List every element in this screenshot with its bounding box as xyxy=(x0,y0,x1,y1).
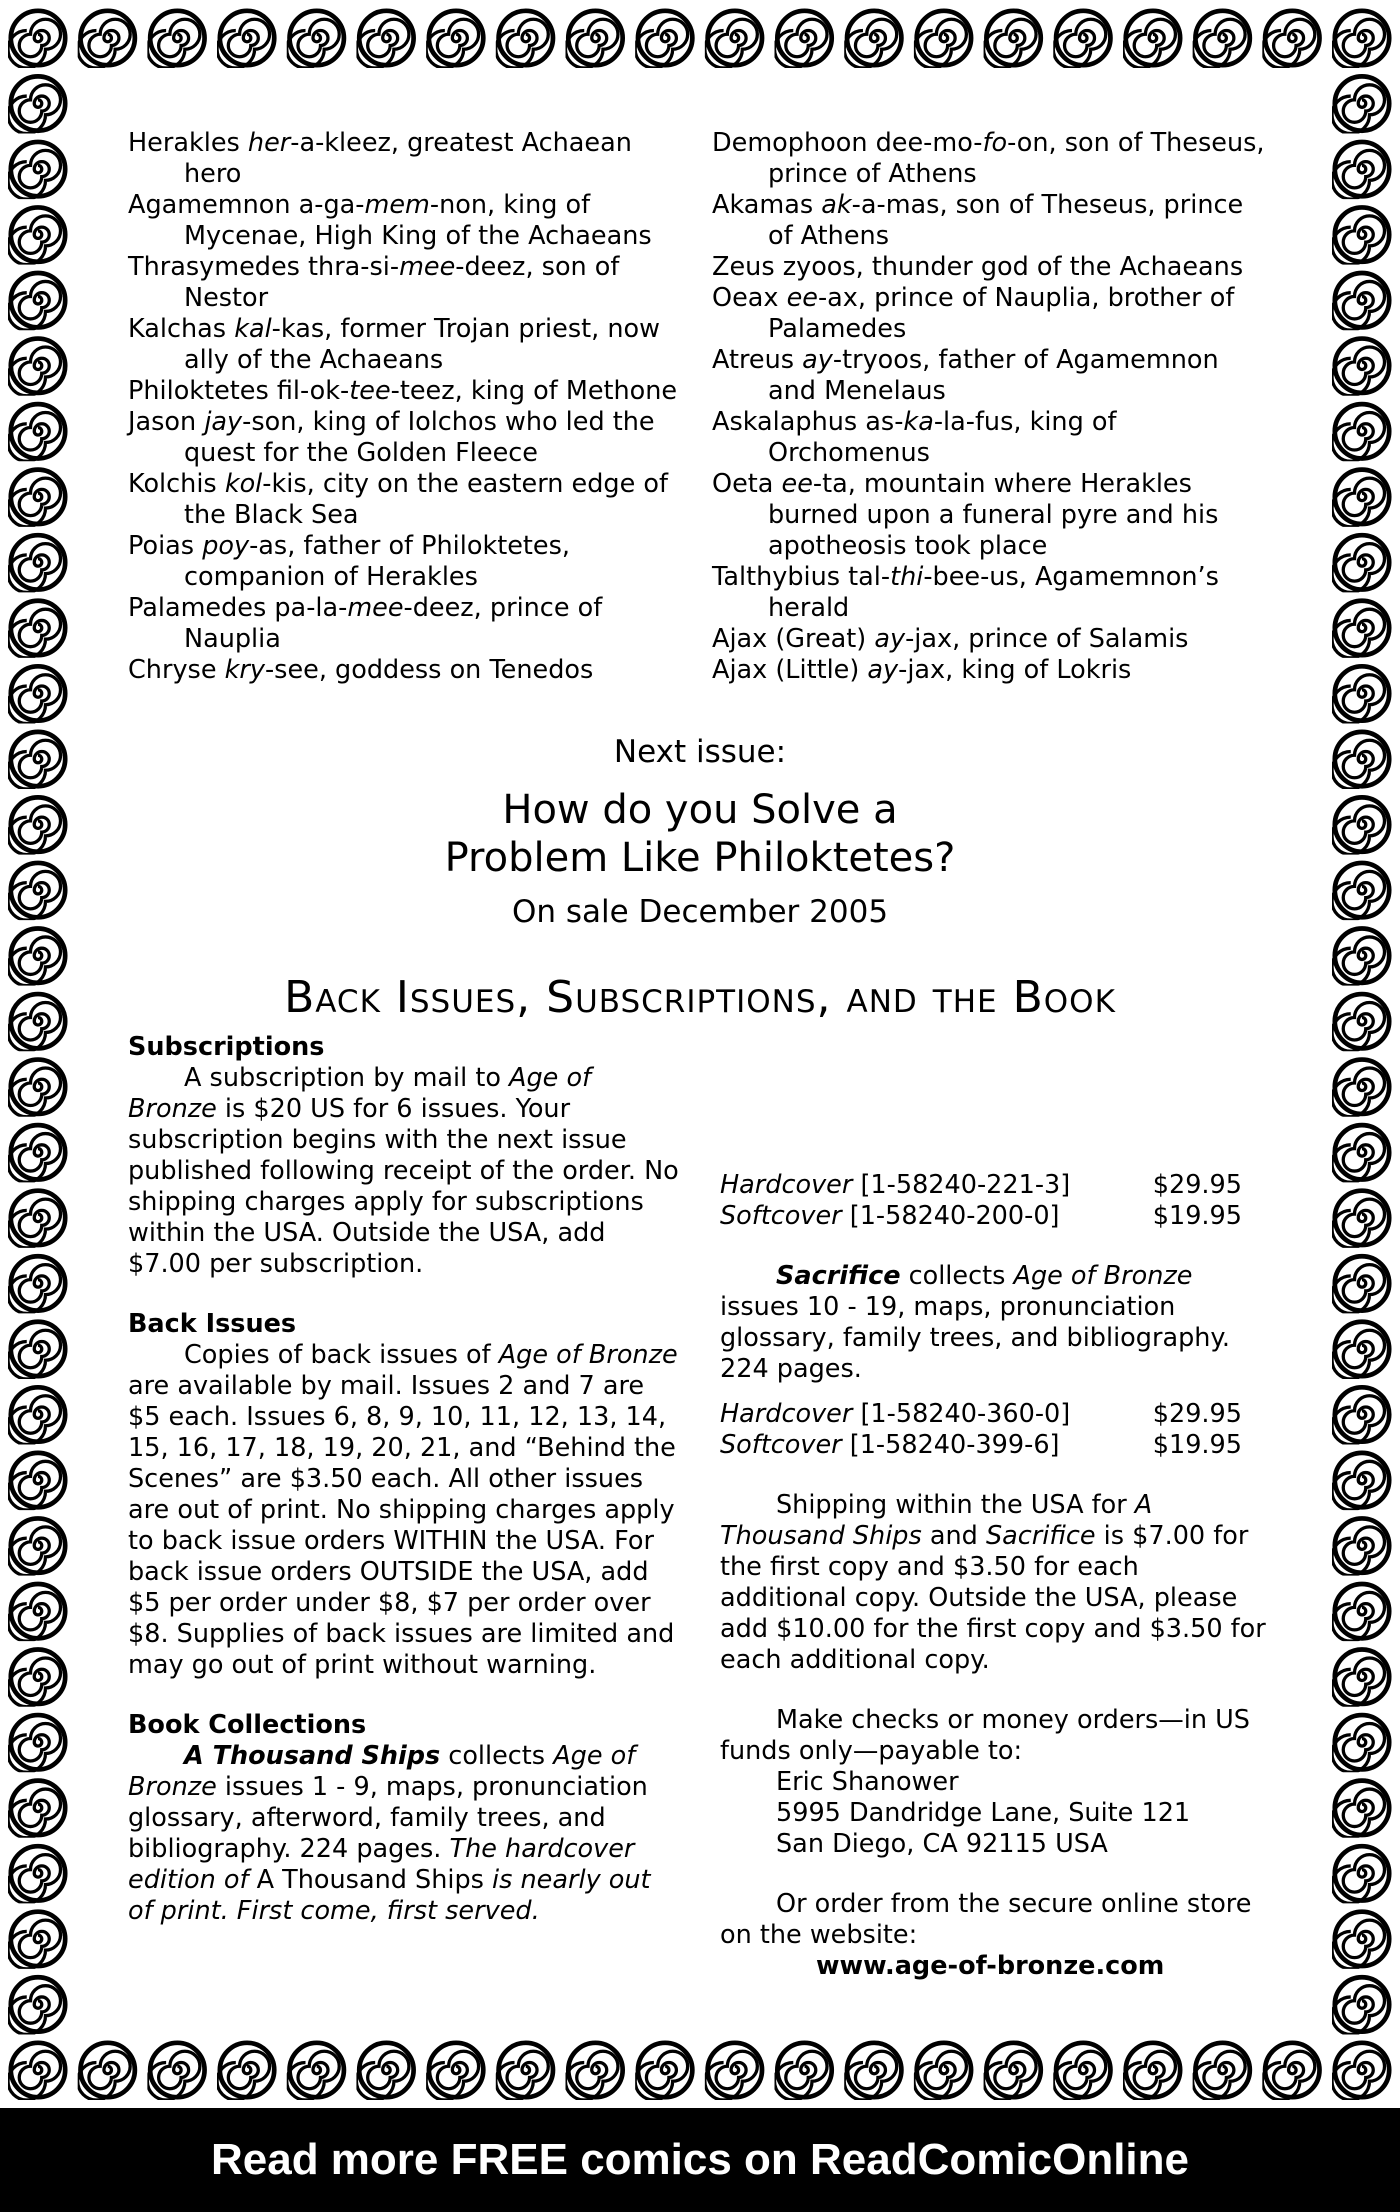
price-row xyxy=(720,1399,1272,1430)
pronunciation-text: -tryoos, father of Agamemnon and Menelaus xyxy=(768,345,1219,406)
glossary-entry xyxy=(128,314,688,376)
text-run-bold-italic: A Thousand Ships xyxy=(184,1741,441,1771)
spiral-ornament xyxy=(1332,339,1389,396)
pronunciation-text: tal- xyxy=(848,562,891,592)
glossary-term: Ajax (Great) xyxy=(712,624,867,654)
pronunciation-text: thra-si- xyxy=(308,252,400,282)
spiral-ornament xyxy=(635,11,692,68)
pronunciation-stress: fo xyxy=(982,128,1008,158)
pronunciation-stress: poy xyxy=(202,531,250,561)
spiral-ornament xyxy=(1332,1060,1389,1117)
next-issue-title-line-1: How do you Solve a xyxy=(502,787,898,833)
spiral-ornament xyxy=(1123,11,1180,68)
spiral-ornament xyxy=(1332,1715,1389,1772)
glossary-entry xyxy=(712,252,1272,283)
next-issue-label: Next issue: xyxy=(613,734,787,770)
spiral-ornament xyxy=(1332,207,1389,264)
text-run: issues 10 - 19, maps, pronunciation glossary, family trees, and bibliography. 224 pages. xyxy=(720,1292,1230,1384)
pronunciation-stress: ay xyxy=(802,345,833,375)
text-run-italic: Age of Bronze xyxy=(128,1063,592,1124)
glossary-entry xyxy=(128,128,688,190)
spiral-ornament xyxy=(8,207,65,264)
spiral-ornament xyxy=(147,2043,204,2100)
price-isbn: [1-58240-399-6] xyxy=(841,1430,1060,1460)
spiral-ornament xyxy=(914,2043,971,2100)
glossary-term: Oeta xyxy=(712,469,774,499)
pronunciation-text: -teez, king of Methone xyxy=(390,376,678,406)
spiral-ornament xyxy=(8,1060,65,1117)
spiral-ornament xyxy=(1332,76,1389,133)
spiral-ornament xyxy=(8,994,65,1051)
spiral-ornament xyxy=(635,2043,692,2100)
spiral-ornament xyxy=(78,2043,135,2100)
back-issues-right-column xyxy=(720,1032,1272,1982)
price-format: Softcover xyxy=(720,1201,842,1231)
spiral-ornament xyxy=(8,1191,65,1248)
glossary-term: Thrasymedes xyxy=(128,252,300,282)
pronunciation-stress: ay xyxy=(874,624,906,654)
text-run-italic: is nearly out of print. First come, first served. xyxy=(128,1865,651,1926)
spiral-ornament xyxy=(8,666,65,723)
glossary-entry xyxy=(712,128,1272,190)
spiral-ornament xyxy=(1332,1781,1389,1838)
pronunciation-stress: jay xyxy=(204,407,243,437)
back-issues-left-column xyxy=(128,1032,680,1982)
glossary-entry xyxy=(712,407,1272,469)
spiral-ornament xyxy=(356,2043,413,2100)
glossary-term: Akamas xyxy=(712,190,814,220)
glossary-term: Jason xyxy=(128,407,197,437)
spiral-ornament xyxy=(984,11,1041,68)
price-item xyxy=(720,1399,1070,1430)
spiral-ornament xyxy=(1332,1125,1389,1182)
text-run-italic: A Thousand Ships xyxy=(720,1490,1153,1551)
glossary-term: Oeax xyxy=(712,283,779,313)
pronunciation-text: -on, son of Theseus, prince of Athens xyxy=(768,128,1265,189)
glossary-term: Kolchis xyxy=(128,469,217,499)
spiral-ornament xyxy=(1332,1977,1389,2034)
spiral-ornament xyxy=(426,2043,483,2100)
glossary-entry xyxy=(128,531,688,593)
text-run-italic: Age of Bronze xyxy=(1013,1261,1193,1291)
spiral-ornament xyxy=(147,11,204,68)
spiral-ornament xyxy=(1332,1256,1389,1313)
price-isbn: [1-58240-200-0] xyxy=(841,1201,1060,1231)
glossary-term: Atreus xyxy=(712,345,795,375)
spiral-ornament xyxy=(8,339,65,396)
back-issues-subheading: Back Issues xyxy=(128,1309,297,1339)
pronunciation-stress: ee xyxy=(786,283,818,313)
spiral-ornament xyxy=(8,1125,65,1182)
subscriptions-heading: Subscriptions xyxy=(128,1032,325,1062)
spiral-ornament xyxy=(8,404,65,461)
pronunciation-text: -ax, prince of Nauplia, brother of Palamedes xyxy=(768,283,1235,344)
pronunciation-stress: kol xyxy=(224,469,263,499)
text-run: are available by mail. Issues 2 and 7 are $5 each. Issues 6, 8, 9, 10, 11, 12, 13, 14, 15, 16, 17, 18, 19, 20, 21, and “Behind the Scenes” are $3.50 each. All other issues are out of print. No shipping charges apply to back issue orders WITHIN the USA. For back issue orders OUTSIDE the USA, add $5 per order under $8, $7 per order over $8. Supplies of back issues are limited and may go out of print without warning. xyxy=(128,1371,676,1680)
pronunciation-text: -la-fus, king of Orchomenus xyxy=(768,407,1117,468)
price-format: Hardcover xyxy=(720,1170,853,1200)
shipping-text xyxy=(720,1490,1272,1676)
spiral-ornament xyxy=(8,1453,65,1510)
text-run: is $20 US for 6 issues. Your subscription begins with the next issue published following receipt of the order. No shipping charges apply for subscriptions within the USA. Outside the USA, add $7.00 per subscription. xyxy=(128,1094,679,1279)
spiral-ornament xyxy=(1332,1518,1389,1575)
pronunciation-text: -as, father of Philoktetes, companion of Herakles xyxy=(184,531,570,592)
price-isbn: [1-58240-360-0] xyxy=(852,1399,1071,1429)
glossary-entry xyxy=(712,562,1272,624)
text-run: collects xyxy=(900,1261,1014,1291)
text-run-bold-italic: Sacrifice xyxy=(776,1261,901,1291)
price-isbn: [1-58240-221-3] xyxy=(852,1170,1071,1200)
text-run: A Thousand Ships xyxy=(256,1865,484,1895)
pronunciation-text: -bee-us, Agamemnon’s herald xyxy=(768,562,1219,623)
spiral-ornament xyxy=(426,11,483,68)
spiral-ornament xyxy=(8,1650,65,1707)
glossary-term: Agamemnon xyxy=(128,190,291,220)
spiral-ornament xyxy=(8,1781,65,1838)
spiral-ornament xyxy=(565,11,622,68)
pronunciation-text: dee-mo- xyxy=(875,128,983,158)
spiral-ornament xyxy=(356,11,413,68)
address-name: Eric Shanower xyxy=(776,1767,959,1797)
payment-text: Make checks or money orders—in US funds only—payable to: xyxy=(720,1705,1250,1766)
spiral-ornament xyxy=(844,11,901,68)
spiral-ornament xyxy=(914,11,971,68)
spiral-ornament xyxy=(8,1322,65,1379)
on-sale-date: On sale December 2005 xyxy=(511,894,889,930)
address-street: 5995 Dandridge Lane, Suite 121 xyxy=(776,1798,1191,1828)
spiral-ornament xyxy=(496,2043,553,2100)
glossary-entry xyxy=(128,407,688,469)
spiral-ornament xyxy=(1332,863,1389,920)
page-content xyxy=(128,128,1272,1981)
pronunciation-stress: mee xyxy=(347,593,404,623)
text-run: and xyxy=(921,1521,986,1551)
spiral-ornament xyxy=(8,142,65,199)
glossary-term: Poias xyxy=(128,531,195,561)
pronunciation-stress: kal xyxy=(234,314,272,344)
next-issue-title-line-2: Problem Like Philoktetes? xyxy=(444,835,956,881)
spiral-ornament xyxy=(775,2043,832,2100)
spiral-ornament xyxy=(844,2043,901,2100)
spiral-ornament xyxy=(8,2043,65,2100)
text-run: collects xyxy=(440,1741,554,1771)
price-item xyxy=(720,1430,1060,1461)
spiral-ornament xyxy=(8,1387,65,1444)
pronunciation-text: -deez, prince of Nauplia xyxy=(184,593,603,654)
glossary-left-column xyxy=(128,128,688,686)
glossary-term: Zeus xyxy=(712,252,775,282)
pronunciation-stress: ay xyxy=(867,655,899,685)
glossary-entry xyxy=(128,252,688,314)
spiral-ornament xyxy=(1332,601,1389,658)
spiral-ornament xyxy=(1332,1584,1389,1641)
glossary-entry xyxy=(712,190,1272,252)
pronunciation-stress: ak xyxy=(821,190,852,220)
subscriptions-text xyxy=(128,1063,680,1280)
spiral-ornament xyxy=(1332,1322,1389,1379)
pronunciation-stress: kry xyxy=(224,655,265,685)
glossary-entry xyxy=(712,655,1272,686)
glossary-term: Demophoon xyxy=(712,128,868,158)
spiral-ornament xyxy=(1332,11,1389,68)
promo-footer[interactable]: Read more FREE comics on ReadComicOnline xyxy=(0,2108,1400,2212)
pronunciation-text: pa-la- xyxy=(274,593,348,623)
pronunciation-stress: thi xyxy=(890,562,924,592)
text-run-italic: Age of Bronze xyxy=(498,1340,678,1370)
glossary-entry xyxy=(712,345,1272,407)
glossary-term: Chryse xyxy=(128,655,217,685)
text-run: is $7.00 for the first copy and $3.50 for each additional copy. Outside the USA, please add $10.00 for the first copy and $3.50 for each additional copy. xyxy=(720,1521,1266,1675)
spiral-ornament xyxy=(1332,1912,1389,1969)
glossary-term: Askalaphus xyxy=(712,407,858,437)
spiral-ornament xyxy=(1332,1846,1389,1903)
spiral-ornament xyxy=(705,2043,762,2100)
spiral-ornament xyxy=(8,732,65,789)
spiral-ornament xyxy=(1053,2043,1110,2100)
spiral-ornament xyxy=(8,601,65,658)
pronunciation-text: -kas, former Trojan priest, now ally of the Achaeans xyxy=(184,314,660,375)
spiral-ornament xyxy=(1332,1387,1389,1444)
price-value: $19.95 xyxy=(1152,1430,1242,1460)
spiral-ornament xyxy=(217,11,274,68)
glossary-entry xyxy=(712,283,1272,345)
back-issues-body xyxy=(128,1032,1272,1982)
online-store-text: Or order from the secure online store on the website: xyxy=(720,1889,1252,1950)
pronunciation-text: -jax, king of Lokris xyxy=(898,655,1132,685)
pronunciation-text: -ta, mountain where Herakles burned upon a funeral pyre and his apotheosis took place xyxy=(768,469,1219,561)
glossary-term: Philoktetes xyxy=(128,376,269,406)
spiral-ornament xyxy=(1332,2043,1389,2100)
spiral-ornament xyxy=(705,11,762,68)
spiral-ornament xyxy=(1193,11,1250,68)
glossary-term: Ajax (Little) xyxy=(712,655,860,685)
spiral-ornament xyxy=(8,1846,65,1903)
glossary xyxy=(128,128,1272,686)
spiral-ornament xyxy=(1332,928,1389,985)
pronunciation-text: as- xyxy=(865,407,904,437)
price-value: $19.95 xyxy=(1152,1201,1242,1231)
spiral-ornament xyxy=(287,2043,344,2100)
spiral-ornament xyxy=(1332,1453,1389,1510)
pronunciation-text: -a-kleez, greatest Achaean hero xyxy=(184,128,632,189)
spiral-ornament xyxy=(1332,470,1389,527)
spiral-ornament xyxy=(8,1912,65,1969)
text-run: Shipping within the USA for xyxy=(776,1490,1135,1520)
spiral-ornament xyxy=(1123,2043,1180,2100)
price-item xyxy=(720,1201,1060,1232)
pronunciation-stress: ka xyxy=(903,407,934,437)
spiral-ornament xyxy=(287,11,344,68)
spiral-ornament xyxy=(8,273,65,330)
price-row xyxy=(720,1430,1272,1461)
price-format: Softcover xyxy=(720,1430,842,1460)
pronunciation-text: -deez, son of Nestor xyxy=(184,252,620,313)
glossary-entry xyxy=(712,469,1272,562)
glossary-term: Talthybius xyxy=(712,562,841,592)
back-issues-heading: Back Issues, Subscriptions, and the Book xyxy=(284,972,1116,1023)
glossary-entry xyxy=(128,469,688,531)
text-run: Copies of back issues of xyxy=(184,1340,499,1370)
spiral-ornament xyxy=(1262,2043,1319,2100)
spiral-ornament xyxy=(8,1518,65,1575)
glossary-term: Kalchas xyxy=(128,314,227,344)
pronunciation-stress: mee xyxy=(399,252,456,282)
text-run-italic: Age of Bronze xyxy=(128,1741,636,1802)
pronunciation-text: -jax, prince of Salamis xyxy=(905,624,1189,654)
spiral-ornament xyxy=(1332,994,1389,1051)
text-run: A subscription by mail to xyxy=(184,1063,510,1093)
price-row xyxy=(720,1201,1272,1232)
spiral-ornament xyxy=(78,11,135,68)
spiral-ornament xyxy=(8,11,65,68)
glossary-entry xyxy=(128,655,688,686)
next-issue-title xyxy=(128,786,1272,882)
thousand-ships-price-list xyxy=(720,1170,1272,1232)
next-issue xyxy=(128,732,1272,932)
glossary-entry xyxy=(128,593,688,655)
book-collections-heading: Book Collections xyxy=(128,1710,367,1740)
pronunciation-text: -a-mas, son of Theseus, prince of Athens xyxy=(768,190,1244,251)
back-issues-text xyxy=(128,1340,680,1681)
book-collections-text xyxy=(128,1741,680,1927)
spiral-ornament xyxy=(1193,2043,1250,2100)
spiral-ornament xyxy=(1332,732,1389,789)
pronunciation-text: -son, king of Iolchos who led the quest for the Golden Fleece xyxy=(184,407,655,468)
price-format: Hardcover xyxy=(720,1399,853,1429)
pronunciation-text: -non, king of Mycenae, High King of the Achaeans xyxy=(184,190,652,251)
glossary-entry xyxy=(712,624,1272,655)
spiral-ornament xyxy=(8,535,65,592)
pronunciation-text: fil-ok- xyxy=(276,376,350,406)
pronunciation-stress: ee xyxy=(781,469,813,499)
pronunciation-text: a-ga- xyxy=(298,190,365,220)
sacrifice-text xyxy=(720,1261,1272,1385)
text-run: issues 1 - 9, maps, pronunciation glossary, afterword, family trees, and bibliography. 224 pages. xyxy=(128,1772,648,1864)
spiral-ornament xyxy=(8,1584,65,1641)
spiral-ornament xyxy=(565,2043,622,2100)
spiral-ornament xyxy=(8,1715,65,1772)
price-value: $29.95 xyxy=(1152,1170,1242,1200)
pronunciation-text: -kis, city on the eastern edge of the Black Sea xyxy=(184,469,668,530)
spiral-ornament xyxy=(496,11,553,68)
pronunciation-stress: her xyxy=(247,128,291,158)
pronunciation-text: -see, goddess on Tenedos xyxy=(264,655,594,685)
pronunciation-stress: mem xyxy=(364,190,430,220)
text-run-italic: Sacrifice xyxy=(985,1521,1096,1551)
spiral-ornament xyxy=(1332,535,1389,592)
price-row xyxy=(720,1170,1272,1201)
spiral-ornament xyxy=(8,797,65,854)
spiral-ornament xyxy=(1262,11,1319,68)
glossary-entry xyxy=(128,376,688,407)
glossary-entry xyxy=(128,190,688,252)
spiral-ornament xyxy=(8,1256,65,1313)
pronunciation-text: zyoos, thunder god of the Achaeans xyxy=(782,252,1244,282)
spiral-ornament xyxy=(8,863,65,920)
spiral-ornament xyxy=(1332,273,1389,330)
spiral-ornament xyxy=(1332,1650,1389,1707)
price-value: $29.95 xyxy=(1152,1399,1242,1429)
spiral-ornament xyxy=(8,470,65,527)
mailing-address xyxy=(720,1767,1272,1860)
spiral-ornament xyxy=(984,2043,1041,2100)
spiral-ornament xyxy=(8,928,65,985)
spiral-ornament xyxy=(1332,404,1389,461)
website-link[interactable]: www.age-of-bronze.com xyxy=(816,1951,1165,1981)
spiral-ornament xyxy=(1332,1191,1389,1248)
spiral-ornament xyxy=(1053,11,1110,68)
spiral-ornament xyxy=(8,76,65,133)
spiral-ornament xyxy=(217,2043,274,2100)
spiral-ornament xyxy=(1332,666,1389,723)
glossary-term: Herakles xyxy=(128,128,240,158)
price-item xyxy=(720,1170,1070,1201)
pronunciation-stress: tee xyxy=(349,376,391,406)
spiral-ornament xyxy=(775,11,832,68)
text-run-italic: The hardcover edition of xyxy=(128,1834,635,1895)
spiral-ornament xyxy=(1332,797,1389,854)
spiral-ornament xyxy=(1332,142,1389,199)
address-city: San Diego, CA 92115 USA xyxy=(776,1829,1108,1859)
sacrifice-price-list xyxy=(720,1399,1272,1461)
spiral-ornament xyxy=(8,1977,65,2034)
glossary-term: Palamedes xyxy=(128,593,267,623)
glossary-right-column xyxy=(712,128,1272,686)
